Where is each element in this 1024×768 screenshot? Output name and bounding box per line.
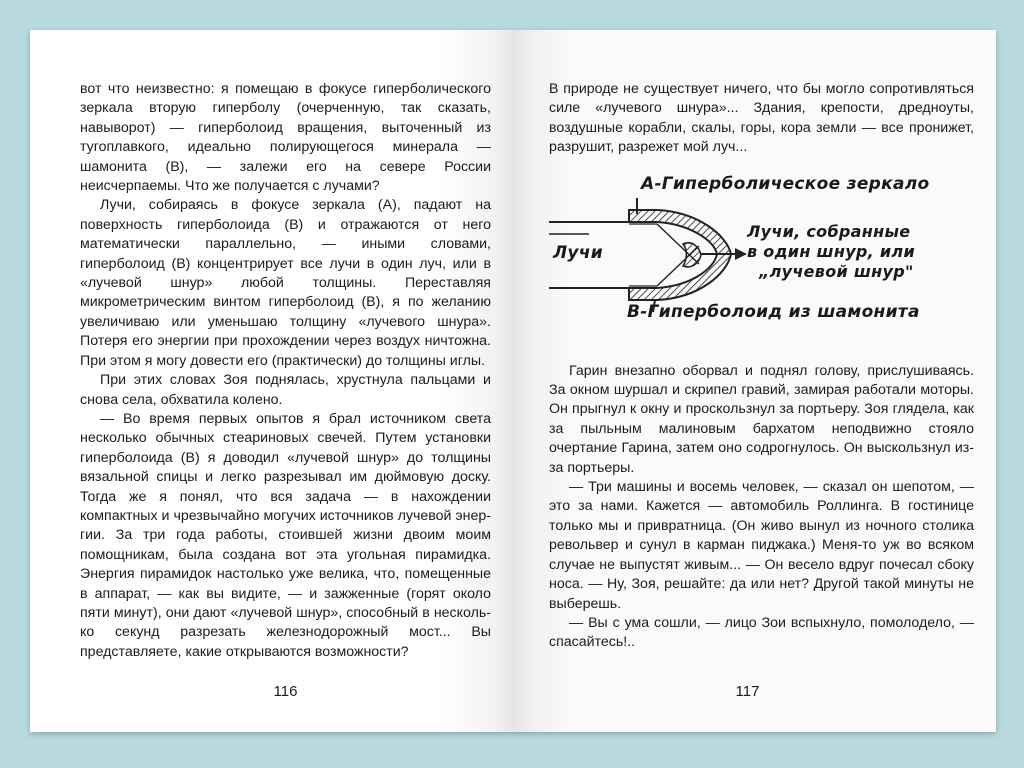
page-number-left: 116 bbox=[273, 683, 298, 700]
book-spread bbox=[30, 30, 996, 732]
left-paragraph-3: При этих словах Зоя поднялась, хрустнула пальцами и снова села, обхватила колено. bbox=[80, 372, 491, 408]
label-beam-line-1: Лучи, собранные bbox=[747, 221, 911, 241]
label-beam-line-3: „лучевой шнур" bbox=[759, 261, 914, 281]
label-hyperboloid: В-Гиперболоид из шамонита bbox=[627, 301, 920, 322]
left-paragraph-2: Лучи, собираясь в фокусе зеркала (А), падают на поверхность гиперболоида (В) и отражаются от него математически параллельно, — иными словами, гиперболоид (В) концентрирует все лучи в один луч, или в «лучевой шнур» любой толщины. Переставляя микрометрическим винтом гиперболоид (В), я по желанию увеличиваю или уменьшаю толщину «лучевого шнура». Потеря его энергии при прохождении через воздух ничтожна. При этом я могу довести его (практически) до толщины иглы. bbox=[80, 197, 491, 369]
page-number-right: 117 bbox=[735, 683, 760, 700]
beam-arrow bbox=[735, 248, 747, 260]
right-paragraph-2: — Три машины и восемь человек, — сказал он шепотом, — это за нами. Кажется — автомобиль Роллинга. В гостинице только мы и привратница. (Он живо вынул из ночного столика револьвер и сунул в карман пиджака.) Меня-то уж во всяком случае не выпустят живым... — Он весело вдруг почесал сбоку носа. — Ну, Зоя, решайте: да или нет? Другой такой минуты не выберешь. bbox=[549, 479, 974, 612]
left-paragraph-1: вот что неизвестно: я помещаю в фокусе гиперболического зеркала вторую гиперболу (очерченную, так сказать, навыворот) — гиперболоид вращения, выточенный из тугоплавкого, идеально полирующегося минерала — шамонита (В), — залежи его на севере России неисчерпаемы. Что же получается с лучами? bbox=[80, 81, 491, 195]
label-beam-line-2: в один шнур, или bbox=[747, 241, 915, 261]
right-paragraph-3: — Вы с ума сошли, — лицо Зои вспыхнуло, помолодело, — спасайтесь!.. bbox=[549, 614, 974, 651]
left-page bbox=[30, 30, 513, 732]
right-paragraph-top: В природе не существует ничего, что бы могло сопротивляться силе «лучевого шнура»... Здания, крепости, дредноуты, воздушные корабли, скалы, горы, кора земли — все пронижет, разрушит, разрежет мой луч... bbox=[549, 81, 974, 156]
label-hyperbolic-mirror: А-Гиперболическое зеркало bbox=[641, 173, 930, 194]
label-rays: Лучи bbox=[553, 242, 603, 263]
right-paragraph-1: Гарин внезапно оборвал и поднял голову, прислушиваясь. За окном шуршал и скрипел гравий, замирая работали моторы. Он прыгнул к окну и проскользнул за портьеру. Зоя глядела, как за пыльным малиновым бархатом неподвижно стояло очертание Гарина, затем оно содрогнулось. Он выскользнул из-за портьеры. bbox=[549, 362, 974, 476]
right-page bbox=[513, 30, 996, 732]
hyperboloid-diagram bbox=[549, 168, 969, 348]
left-paragraph-4: — Во время первых опытов я брал источником света несколько обычных стеариновых свечей. Путем установки гиперболоида (В) я доводил «лучевой шнур» до толщины вязальной спицы и легко разрезывал им дюймовую доску. Тогда же я понял, что вся задача — в нахождении компактных и чрезвычайно могучих источников лучевой энергии. За три года работы, стоившей жизни двоим моим помощникам, была создана вот эта угольная пирамидка. Энергия пирамидок настолько уже велика, что, помещенные в аппарат, — как вы видите, — и зажженные (горят около пяти минут), они дают «лучевой шнур», способный в несколько секунд разрезать железнодорожный мост... Вы представляете, какие открываются возможности? bbox=[80, 410, 491, 660]
